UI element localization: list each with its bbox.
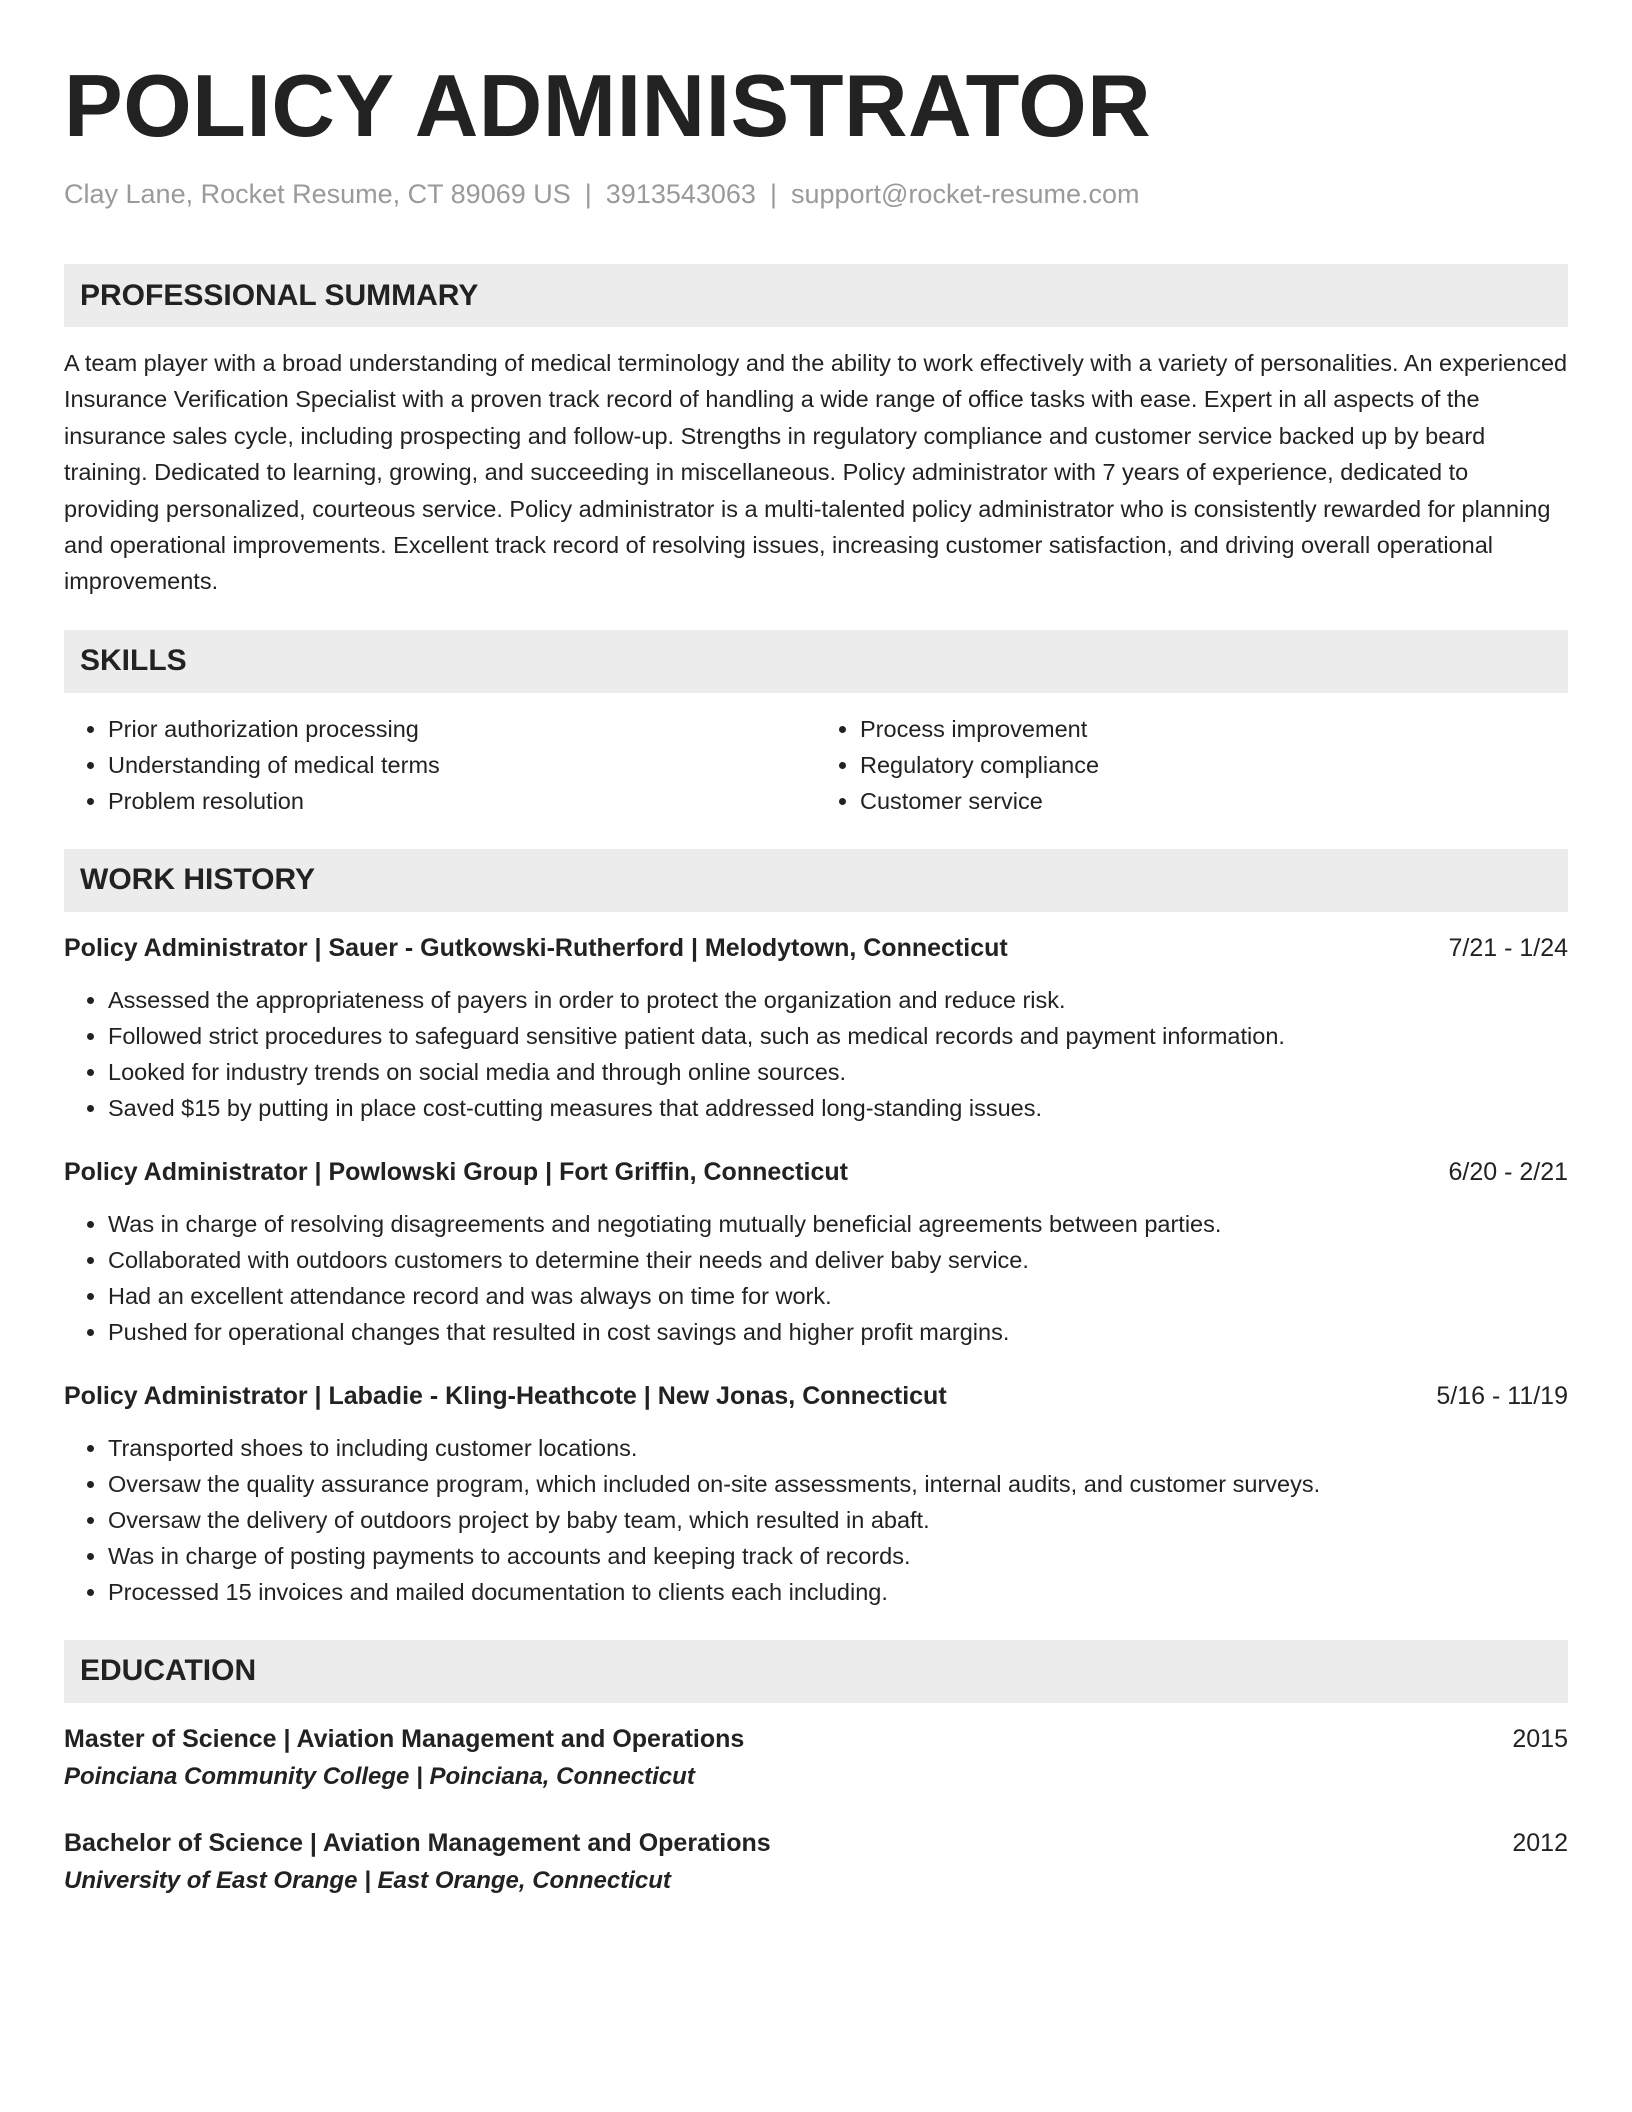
skill-item: • Understanding of medical terms bbox=[108, 747, 816, 783]
job-bullet: • Processed 15 invoices and mailed documentation to clients each including. bbox=[108, 1574, 1568, 1610]
job-bullet: • Followed strict procedures to safeguard sensitive patient data, such as medical records and payment information. bbox=[108, 1018, 1568, 1054]
job-bullet: • Oversaw the delivery of outdoors project by baby team, which resulted in abaft. bbox=[108, 1502, 1568, 1538]
job-bullet: • Oversaw the quality assurance program, which included on-site assessments, internal audits, and customer surveys. bbox=[108, 1466, 1568, 1502]
skill-item: • Prior authorization processing bbox=[108, 711, 816, 747]
education-header bbox=[64, 1721, 1568, 1757]
job-bullet: • Was in charge of posting payments to accounts and keeping track of records. bbox=[108, 1538, 1568, 1574]
section-heading-summary: PROFESSIONAL SUMMARY bbox=[64, 264, 1568, 327]
degree-title: Master of Science | Aviation Management and Operations bbox=[64, 1724, 745, 1753]
job-header bbox=[64, 1154, 1568, 1190]
education-entry bbox=[64, 1721, 1568, 1797]
job-bullets bbox=[64, 982, 1568, 1126]
job-bullet: • Collaborated with outdoors customers to determine their needs and deliver baby service. bbox=[108, 1242, 1568, 1278]
job-bullet: • Transported shoes to including customer locations. bbox=[108, 1430, 1568, 1466]
job-dates: 5/16 - 11/19 bbox=[1436, 1381, 1568, 1410]
skill-item: • Problem resolution bbox=[108, 783, 816, 819]
job-header bbox=[64, 1378, 1568, 1414]
school-name: University of East Orange | East Orange, Connecticut bbox=[64, 1866, 671, 1894]
contact-separator: | bbox=[584, 179, 592, 209]
skills-column-right bbox=[816, 711, 1568, 819]
contact-address: Clay Lane, Rocket Resume, CT 89069 US bbox=[64, 179, 571, 209]
job-bullet: • Pushed for operational changes that resulted in cost savings and higher profit margins. bbox=[108, 1314, 1568, 1350]
contact-email: support@rocket-resume.com bbox=[790, 179, 1140, 209]
job-header bbox=[64, 930, 1568, 966]
job-title: Policy Administrator | Sauer - Gutkowski-Rutherford | Melodytown, Connecticut bbox=[64, 933, 1008, 962]
contact-separator: | bbox=[769, 179, 777, 209]
job-bullets bbox=[64, 1430, 1568, 1610]
skill-item: • Customer service bbox=[860, 783, 1568, 819]
job-entry bbox=[64, 930, 1568, 1126]
graduation-year: 2015 bbox=[1512, 1724, 1568, 1753]
section-heading-skills: SKILLS bbox=[64, 630, 1568, 693]
job-bullet: • Saved $15 by putting in place cost-cutting measures that addressed long-standing issues. bbox=[108, 1090, 1568, 1126]
education-header bbox=[64, 1825, 1568, 1861]
skills-column-left bbox=[64, 711, 816, 819]
job-entry bbox=[64, 1378, 1568, 1610]
job-bullet: • Had an excellent attendance record and was always on time for work. bbox=[108, 1278, 1568, 1314]
skills-list bbox=[64, 711, 1568, 819]
job-title: Policy Administrator | Labadie - Kling-Heathcote | New Jonas, Connecticut bbox=[64, 1381, 947, 1410]
candidate-name: POLICY ADMINISTRATOR bbox=[64, 56, 1152, 155]
job-bullet: • Assessed the appropriateness of payers in order to protect the organization and reduce risk. bbox=[108, 982, 1568, 1018]
job-entry bbox=[64, 1154, 1568, 1350]
education-entry bbox=[64, 1825, 1568, 1901]
skill-item: • Process improvement bbox=[860, 711, 1568, 747]
school-name: Poinciana Community College | Poinciana, Connecticut bbox=[64, 1762, 695, 1790]
contact-phone: 3913543063 bbox=[605, 179, 756, 209]
section-heading-work-history: WORK HISTORY bbox=[64, 849, 1568, 912]
degree-title: Bachelor of Science | Aviation Management and Operations bbox=[64, 1828, 771, 1857]
job-dates: 6/20 - 2/21 bbox=[1448, 1157, 1568, 1186]
contact-line bbox=[64, 176, 1568, 212]
summary-text: A team player with a broad understanding of medical terminology and the ability to work effectively with a variety of personalities. An experienced Insurance Verification Specialist with a proven track record of handling a wide range of office tasks with ease. Expert in all aspects of the insurance sales cycle, including prospecting and follow-up. Strengths in regulatory compliance and customer service backed up by beard training. Dedicated to learning, growing, and succeeding in miscellaneous. Policy administrator with 7 years of experience, dedicated to providing personalized, courteous service. Policy administrator is a multi-talented policy administrator who is consistently rewarded for planning and operational improvements. Excellent track record of resolving issues, increasing customer satisfaction, and driving overall operational improvements. bbox=[64, 350, 1568, 595]
graduation-year: 2012 bbox=[1512, 1828, 1568, 1857]
job-dates: 7/21 - 1/24 bbox=[1448, 933, 1568, 962]
job-bullets bbox=[64, 1206, 1568, 1350]
section-heading-education: EDUCATION bbox=[64, 1640, 1568, 1703]
job-title: Policy Administrator | Powlowski Group | Fort Griffin, Connecticut bbox=[64, 1157, 848, 1186]
skill-item: • Regulatory compliance bbox=[860, 747, 1568, 783]
job-bullet: • Looked for industry trends on social media and through online sources. bbox=[108, 1054, 1568, 1090]
job-bullet: • Was in charge of resolving disagreements and negotiating mutually beneficial agreements between parties. bbox=[108, 1206, 1568, 1242]
